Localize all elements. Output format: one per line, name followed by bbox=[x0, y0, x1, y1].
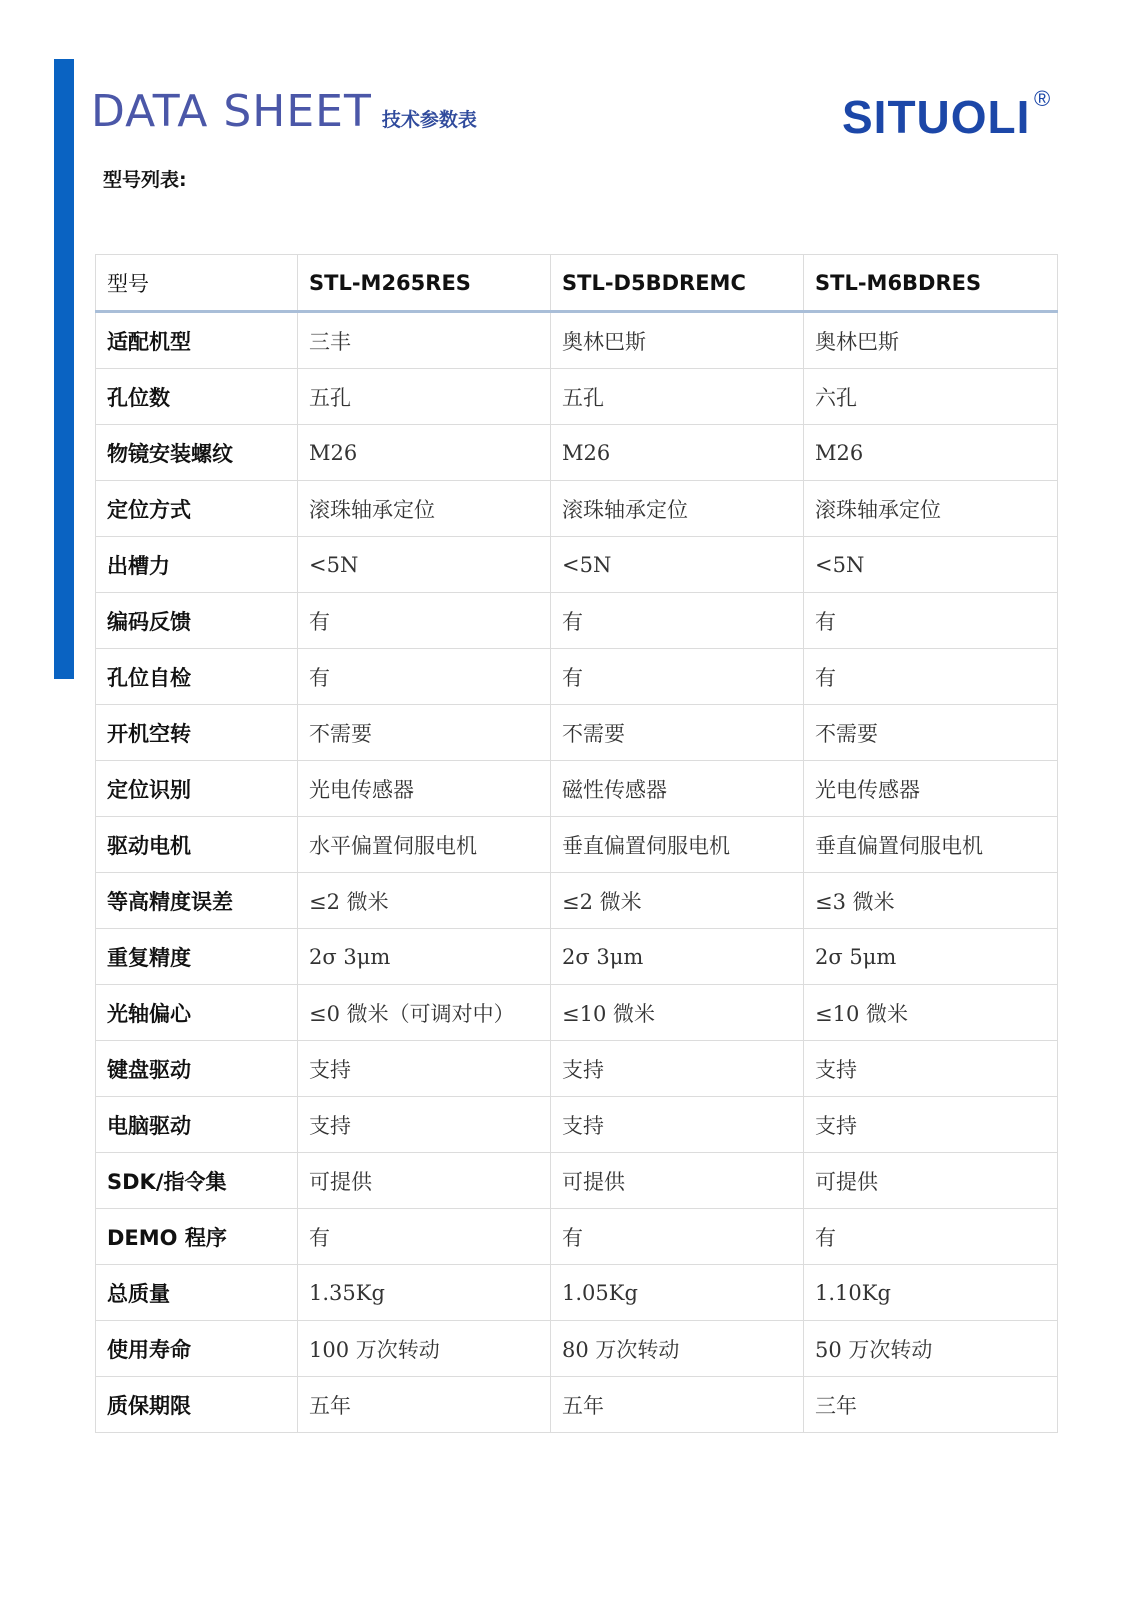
value-cell: 1.35Kg bbox=[298, 1265, 551, 1321]
row-label-cell: 编码反馈 bbox=[96, 593, 298, 649]
row-label-cell: 电脑驱动 bbox=[96, 1097, 298, 1153]
row-label-cell: 孔位数 bbox=[96, 369, 298, 425]
row-label-cell: 定位识别 bbox=[96, 761, 298, 817]
value-cell: 可提供 bbox=[804, 1153, 1058, 1209]
value-cell: 2σ 5μm bbox=[804, 929, 1058, 985]
table-row bbox=[96, 705, 1058, 761]
value-cell: 三年 bbox=[804, 1377, 1058, 1433]
value-cell: ≤2 微米 bbox=[551, 873, 804, 929]
value-cell: 可提供 bbox=[551, 1153, 804, 1209]
row-label-cell: 定位方式 bbox=[96, 481, 298, 537]
table-row bbox=[96, 985, 1058, 1041]
table-row bbox=[96, 761, 1058, 817]
value-cell: M26 bbox=[551, 425, 804, 481]
table-row bbox=[96, 593, 1058, 649]
row-label-cell: 键盘驱动 bbox=[96, 1041, 298, 1097]
value-cell: 光电传感器 bbox=[298, 761, 551, 817]
value-cell: 1.05Kg bbox=[551, 1265, 804, 1321]
row-label-cell: 适配机型 bbox=[96, 312, 298, 369]
value-cell: ≤10 微米 bbox=[804, 985, 1058, 1041]
table-row bbox=[96, 1321, 1058, 1377]
value-cell: 水平偏置伺服电机 bbox=[298, 817, 551, 873]
value-cell: ≤0 微米（可调对中） bbox=[298, 985, 551, 1041]
value-cell: 支持 bbox=[551, 1097, 804, 1153]
value-cell: 奥林巴斯 bbox=[551, 312, 804, 369]
row-label-cell: SDK/指令集 bbox=[96, 1153, 298, 1209]
value-cell: 滚珠轴承定位 bbox=[551, 481, 804, 537]
row-label-cell: 孔位自检 bbox=[96, 649, 298, 705]
table-body bbox=[96, 312, 1058, 1433]
value-cell: 2σ 3μm bbox=[551, 929, 804, 985]
value-cell: 1.10Kg bbox=[804, 1265, 1058, 1321]
row-label-cell: 驱动电机 bbox=[96, 817, 298, 873]
value-cell: 垂直偏置伺服电机 bbox=[551, 817, 804, 873]
row-label-cell: 物镜安装螺纹 bbox=[96, 425, 298, 481]
table-row bbox=[96, 1265, 1058, 1321]
value-cell: 不需要 bbox=[298, 705, 551, 761]
row-label-cell: 出槽力 bbox=[96, 537, 298, 593]
value-cell: 有 bbox=[298, 649, 551, 705]
value-cell: 100 万次转动 bbox=[298, 1321, 551, 1377]
table-row bbox=[96, 1041, 1058, 1097]
title-block bbox=[91, 86, 477, 137]
value-cell: 滚珠轴承定位 bbox=[804, 481, 1058, 537]
table-row bbox=[96, 369, 1058, 425]
row-label-cell: 开机空转 bbox=[96, 705, 298, 761]
table-row bbox=[96, 537, 1058, 593]
row-label-cell: 使用寿命 bbox=[96, 1321, 298, 1377]
section-label: 型号列表: bbox=[103, 169, 187, 191]
table-row bbox=[96, 1153, 1058, 1209]
value-cell: 支持 bbox=[298, 1097, 551, 1153]
table-row bbox=[96, 929, 1058, 985]
table-row bbox=[96, 1209, 1058, 1265]
value-cell: 有 bbox=[804, 593, 1058, 649]
value-cell: 支持 bbox=[551, 1041, 804, 1097]
value-cell: M26 bbox=[804, 425, 1058, 481]
page-title: DATA SHEET bbox=[91, 86, 372, 137]
value-cell: 有 bbox=[804, 649, 1058, 705]
value-cell: 滚珠轴承定位 bbox=[298, 481, 551, 537]
value-cell: <5N bbox=[298, 537, 551, 593]
value-cell: 有 bbox=[298, 593, 551, 649]
table-row bbox=[96, 481, 1058, 537]
value-cell: 有 bbox=[298, 1209, 551, 1265]
value-cell: <5N bbox=[551, 537, 804, 593]
value-cell: <5N bbox=[804, 537, 1058, 593]
value-cell: 不需要 bbox=[804, 705, 1058, 761]
value-cell: 光电传感器 bbox=[804, 761, 1058, 817]
header-cell-label: 型号 bbox=[96, 255, 298, 312]
value-cell: ≤2 微米 bbox=[298, 873, 551, 929]
table-row bbox=[96, 312, 1058, 369]
row-label-cell: 等高精度误差 bbox=[96, 873, 298, 929]
value-cell: 80 万次转动 bbox=[551, 1321, 804, 1377]
spec-table bbox=[95, 254, 1058, 1433]
value-cell: 五孔 bbox=[551, 369, 804, 425]
table-header-row bbox=[96, 255, 1058, 312]
header-cell-model: STL-M6BDRES bbox=[804, 255, 1058, 312]
value-cell: 六孔 bbox=[804, 369, 1058, 425]
row-label-cell: 重复精度 bbox=[96, 929, 298, 985]
value-cell: 50 万次转动 bbox=[804, 1321, 1058, 1377]
value-cell: 垂直偏置伺服电机 bbox=[804, 817, 1058, 873]
table-row bbox=[96, 1377, 1058, 1433]
page-subtitle: 技术参数表 bbox=[381, 109, 477, 131]
value-cell: 支持 bbox=[298, 1041, 551, 1097]
value-cell: 2σ 3μm bbox=[298, 929, 551, 985]
table-row bbox=[96, 649, 1058, 705]
table-row bbox=[96, 1097, 1058, 1153]
side-accent-bar bbox=[54, 59, 74, 679]
value-cell: 有 bbox=[551, 649, 804, 705]
value-cell: ≤10 微米 bbox=[551, 985, 804, 1041]
row-label-cell: 光轴偏心 bbox=[96, 985, 298, 1041]
value-cell: ≤3 微米 bbox=[804, 873, 1058, 929]
value-cell: 支持 bbox=[804, 1097, 1058, 1153]
value-cell: 有 bbox=[804, 1209, 1058, 1265]
value-cell: 五孔 bbox=[298, 369, 551, 425]
value-cell: 有 bbox=[551, 1209, 804, 1265]
value-cell: M26 bbox=[298, 425, 551, 481]
table-row bbox=[96, 425, 1058, 481]
value-cell: 三丰 bbox=[298, 312, 551, 369]
value-cell: 五年 bbox=[298, 1377, 551, 1433]
header-cell-model: STL-D5BDREMC bbox=[551, 255, 804, 312]
value-cell: 不需要 bbox=[551, 705, 804, 761]
value-cell: 支持 bbox=[804, 1041, 1058, 1097]
value-cell: 五年 bbox=[551, 1377, 804, 1433]
value-cell: 可提供 bbox=[298, 1153, 551, 1209]
value-cell: 奥林巴斯 bbox=[804, 312, 1058, 369]
brand-logo: SITUOLI bbox=[842, 91, 1031, 143]
row-label-cell: 总质量 bbox=[96, 1265, 298, 1321]
value-cell: 有 bbox=[551, 593, 804, 649]
registered-mark: ® bbox=[1034, 86, 1051, 111]
row-label-cell: DEMO 程序 bbox=[96, 1209, 298, 1265]
header-cell-model: STL-M265RES bbox=[298, 255, 551, 312]
value-cell: 磁性传感器 bbox=[551, 761, 804, 817]
table-row bbox=[96, 873, 1058, 929]
table-row bbox=[96, 817, 1058, 873]
row-label-cell: 质保期限 bbox=[96, 1377, 298, 1433]
